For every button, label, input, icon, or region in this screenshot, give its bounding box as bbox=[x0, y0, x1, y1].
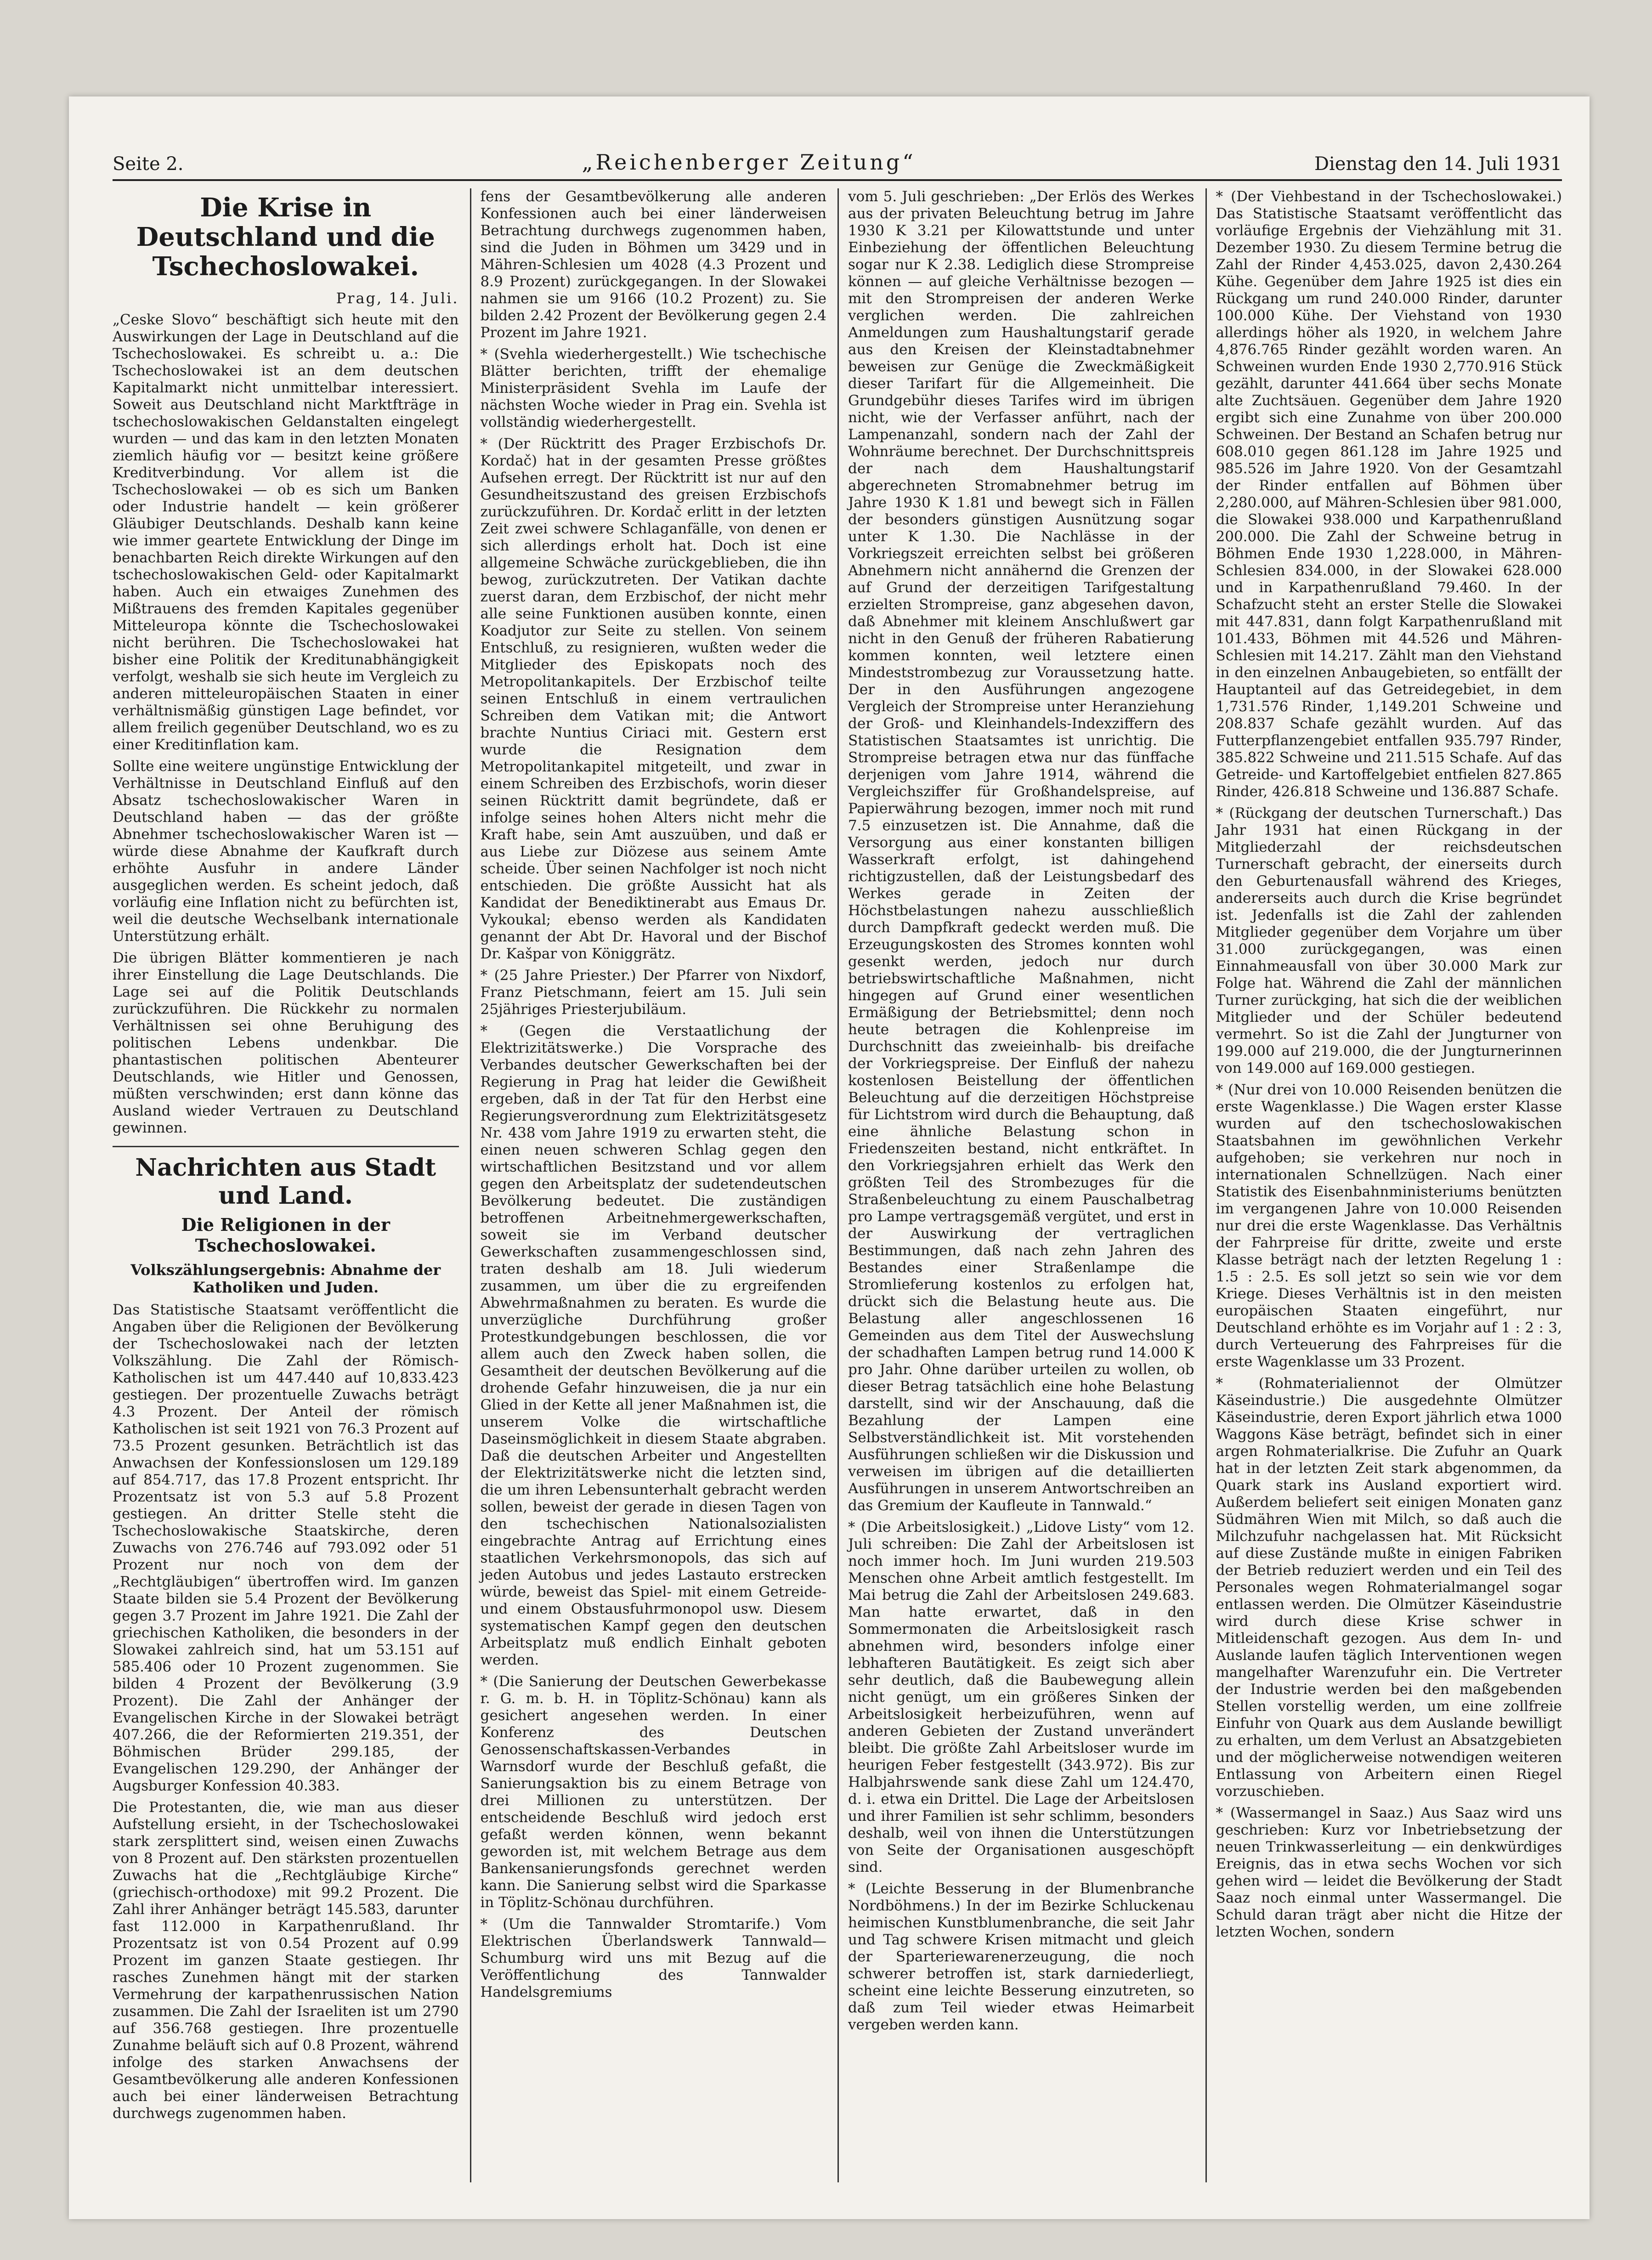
section-subtitle: Die Religionen in der Tschechoslowakei. bbox=[181, 1214, 390, 1256]
columns bbox=[113, 188, 1562, 2182]
section-kicker: Volkszählungsergebnis: Abnahme der Katholiken und Juden. bbox=[130, 1261, 441, 1296]
article-paragraph: Die übrigen Blätter kommentieren je nach ihrer Einstellung die Lage Deutschlands. Die Lage sei auf die Politik Deutschlands zurückzuführen. Die Rückkehr zu normalen Verhältnissen sei ohne Beruhigung des politischen Lebens undenkbar. Die phantastischen politischen Abenteurer Deutschlands, wie Hitler und Genossen, müßten verschwinden; erst dann könne das Ausland wieder Vertrauen zu Deutschland gewinnen. bbox=[113, 950, 459, 1136]
news-item: * (Rohmaterialiennot der Olmützer Käseindustrie.) Die ausgedehnte Olmützer Käseindustrie, deren Export jährlich etwa 1000 Waggons Käse beträgt, befindet sich in einer argen Rohmaterialkrise. Die Zufuhr an Quark hat in der letzten Zeit stark abgenommen, da Quark stark ins Ausland exportiert wird. Außerdem beliefert seit einigen Monaten ganz Südmähren Wien mit Milch, so daß auch die Milchzufuhr nachgelassen hat. Mit Rücksicht auf diese Zustände mußte in einigen Fabriken der Betrieb reduziert werden und ein Teil des Personales wegen Rohmaterialmangel sogar entlassen werden. Die Olmützer Käseindustrie wird durch diese Krise schwer in Mitleidenschaft gezogen. Aus dem In- und Auslande laufen täglich Interventionen wegen mangelhafter Warenzufuhr ein. Die Vertreter der Industrie werden bei den maßgebenden Stellen vorstellig werden, um eine zollfreie Einfuhr von Quark aus dem Auslande bewilligt zu erhalten, um dem Verlust an Absatzgebieten und der möglicherweise notwendigen weiteren Entlassung von Arbeitern einen Riegel vorzuschieben. bbox=[1216, 1375, 1562, 1800]
news-item: * (25 Jahre Priester.) Der Pfarrer von Nixdorf, Franz Pietschmann, feiert am 15. Juli sein 25jähriges Priesterjubiläum. bbox=[480, 967, 826, 1018]
news-item: * (Wassermangel in Saaz.) Aus Saaz wird uns geschrieben: Kurz vor Inbetriebsetzung der neuen Trinkwasserleitung — ein denkwürdiges Ereignis, das in etwa sechs Wochen vor sich gehen wird — leidet die Bevölkerung der Stadt Saaz noch einmal unter Wassermangel. Die Schuld daran trägt aber nicht die Hitze der letzten Wochen, sondern bbox=[1216, 1805, 1562, 1940]
column-1 bbox=[113, 188, 459, 2182]
article-paragraph: vom 5. Juli geschrieben: „Der Erlös des Werkes aus der privaten Beleuchtung betrug im Jahre 1930 K 3.21 per Kilowattstunde und unter Einbeziehung der öffentlichen Beleuchtung sogar nur K 2.38. Lediglich diese Strompreise können — auf gleiche Verhältnisse bezogen — mit den Strompreisen der anderen Werke verglichen werden. Die zahlreichen Anmeldungen zum Haushaltungstarif gerade aus den Kreisen der Kleinstadtabnehmer beweisen zur Genüge die Zweckmäßigkeit dieser Tarifart für die Allgemeinheit. Die Grundgebühr dieses Tarifes wird im übrigen nicht, wie der Verfasser anführt, nach der Lampenanzahl, sondern nach der Zahl der Wohnräume berechnet. Der Durchschnittspreis der nach dem Haushaltungstarif abgerechneten Stromabnehmer betrug im Jahre 1930 K 1.81 und bewegt sich in Fällen der besonders günstigen Ausnützung sogar unter K 1.30. Die Nachlässe in der Vorkriegszeit erreichten selbst bei größeren Abnehmern nicht annähernd die Grenzen der auf Grund der derzeitigen Tarifgestaltung erzielten Strompreise, ganz abgesehen davon, daß Abnehmer mit kleinem Anschlußwert gar nicht in den Genuß der früheren Rabatierung kommen konnten, weil letztere einen Mindeststrombezug zur Voraussetzung hatte. Der in den Ausführungen angezogene Vergleich der Strompreise unter Heranziehung der Groß- und Kleinhandels-Indexziffern des Statistischen Staatsamtes ist unrichtig. Die Strompreise betragen etwa nur das fünffache derjenigen vom Jahre 1914, während die Vergleichsziffer für Großhandelspreise, auf Papierwährung bezogen, immer noch mit rund 7.5 einzusetzen ist. Die Annahme, daß die Versorgung aus einer konstanten billigen Wasserkraft erfolgt, ist dahingehend richtigzustellen, daß der Leistungsbedarf des Werkes gerade in Zeiten der Höchstbelastungen nahezu ausschließlich durch Dampfkraft gedeckt werden muß. Die Erzeugungskosten des Stromes konnten wohl gesenkt werden, jedoch nur durch betriebswirtschaftliche Maßnahmen, nicht hingegen auf Grund einer wesentlichen Ermäßigung der Betriebsmittel; denn noch heute betragen die Kohlenpreise im Durchschnitt das zweieinhalb- bis dreifache der Vorkriegspreise. Der Einfluß der nahezu kostenlosen Beistellung der öffentlichen Beleuchtung auf die derzeitigen Höchstpreise für Lichtstrom wird durch die Behauptung, daß eine ähnliche Belastung schon in Friedenszeiten bestand, nicht entkräftet. In den Vorkriegsjahren erhielt das Werk den größten Teil des Strombezuges für die Straßenbeleuchtung zu einem Pauschalbetrag pro Lampe vertragsgemäß vergütet, und erst in der Auswirkung der vertraglichen Bestimmungen, daß nach zehn Jahren des Bestandes einer Straßenlampe die Stromlieferung kostenlos zu erfolgen hat, drückt sich die Belastung heute aus. Die Belastung aller angeschlossenen 16 Gemeinden aus dem Titel der Auswechslung der schadhaften Lampen betrug rund 14.000 K pro Jahr. Ohne darüber urteilen zu wollen, ob dieser Betrag tatsächlich eine hohe Belastung darstellt, sind wir der Anschauung, daß die Bezahlung der Lampen eine Selbstverständlichkeit ist. Mit vorstehenden Ausführungen schließen wir die Diskussion und verweisen im übrigen auf die detaillierten Ausführungen in unserem Antwortschreiben an das Gremium der Kaufleute in Tannwald.“ bbox=[848, 188, 1194, 1514]
column-3 bbox=[837, 188, 1194, 2182]
news-item: * (Die Sanierung der Deutschen Gewerbekasse r. G. m. b. H. in Töplitz-Schönau) kann als gesichert angesehen werden. In einer Konferenz des Deutschen Genossenschaftskassen-Verbandes in Warnsdorf wurde der Beschluß gefaßt, die Sanierungsaktion bis zu einem Betrage von drei Millionen zu unterstützen. Der entscheidende Beschluß wird jedoch erst gefaßt werden können, wenn bekannt geworden ist, mit welchem Betrage aus dem Bankensanierungsfonds gerechnet werden kann. Die Sanierung selbst wird die Sparkasse in Töplitz-Schönau durchführen. bbox=[480, 1673, 826, 1911]
newspaper-title: „Reichenberger Zeitung“ bbox=[582, 150, 916, 175]
news-item: * (Um die Tannwalder Stromtarife.) Vom Elektrischen Überlandswerk Tannwald—Schumburg wird uns mit Bezug auf die Veröffentlichung des Tannwalder Handelsgremiums bbox=[480, 1916, 826, 2000]
news-item: * (Nur drei von 10.000 Reisenden benützen die erste Wagenklasse.) Die Wagen erster Klasse wurden auf den tschechoslowakischen Staatsbahnen im gewöhnlichen Verkehr aufgehoben; sie verkehren nur noch in internationalen Schnellzügen. Nach einer Statistik des Eisenbahnministeriums benützten im vergangenen Jahre von 10.000 Reisenden nur drei die erste Wagenklasse. Das Verhältnis der Fahrpreise für dritte, zweite und erste Klasse beträgt nach der letzten Regelung 1 : 1.5 : 2.5. Es soll jetzt so sein wie vor dem Kriege. Dieses Verhältnis ist in den meisten europäischen Staaten eingeführt, nur Deutschland erhöhte es im Vorjahr auf 1 : 2 : 3, durch Verteuerung des Fahrpreises für die erste Wagenklasse um 33 Prozent. bbox=[1216, 1082, 1562, 1370]
section-title: Nachrichten aus Stadt und Land. bbox=[113, 1146, 459, 1210]
article-paragraph: Die Protestanten, die, wie man aus dieser Aufstellung ersieht, in der Tschechoslowakei stark zersplittert sind, weisen einen Zuwachs von 8 Prozent auf. Den stärksten prozentuellen Zuwachs hat die „Rechtgläubige Kirche“ (griechisch-orthodoxe) mit 99.2 Prozent. Die Zahl ihrer Anhänger beträgt 145.583, darunter fast 112.000 in Karpathenrußland. Ihr Prozentsatz ist von 0.54 Prozent auf 0.99 Prozent im ganzen Staate gestiegen. Ihr rasches Zunehmen hängt mit der starken Vermehrung der karpathenrussischen Nation zusammen. Die Zahl der Israeliten ist um 2790 auf 356.768 gestiegen. Ihre prozentuelle Zunahme beläuft sich auf 0.8 Prozent, während infolge des starken Anwachsens der Gesamtbevölkerung alle anderen Konfessionen auch bei einer länderweisen Betrachtung durchwegs zugenommen haben. bbox=[113, 1799, 459, 2122]
page-number: Seite 2. bbox=[113, 153, 184, 175]
news-item: * (Der Viehbestand in der Tschechoslowakei.) Das Statistische Staatsamt veröffentlicht das vorläufige Ergebnis der Viehzählung mit 31. Dezember 1930. Zu diesem Termine betrug die Zahl der Rinder 4,453.025, davon 2,430.264 Kühe. Gegenüber dem Jahre 1925 ist dies ein Rückgang um rund 240.000 Rinder, darunter 100.000 Kühe. Der Viehstand von 1930 allerdings höher als 1920, in welchem Jahre 4,876.765 Rinder gezählt worden waren. An Schweinen wurden Ende 1930 2,770.916 Stück gezählt, darunter 441.664 über sechs Monate alte Zuchtsäuen. Gegenüber dem Jahre 1920 ergibt sich eine Zunahme von über 200.000 Schweinen. Der Bestand an Schafen betrug nur 608.010 gegen 861.128 im Jahre 1925 und 985.526 im Jahre 1920. Von der Gesamtzahl der Rinder entfallen auf Böhmen über 2,280.000, auf Mähren-Schlesien über 981.000, die Slowakei 938.000 und Karpathenrußland 200.000. Die Zahl der Schweine betrug in Böhmen Ende 1930 1,228.000, in Mähren-Schlesien 834.000, in der Slowakei 628.000 und in Karpathenrußland 79.460. In der Schafzucht steht an erster Stelle die Slowakei mit 447.831, dann folgt Karpathenrußland mit 101.433, Böhmen mit 44.526 und Mähren-Schlesien mit 14.217. Zählt man den Viehstand in den einzelnen Anbaugebieten, so entfällt der Hauptanteil auf das Getreidegebiet, in dem 1,731.576 Rinder, 1,149.201 Schweine und 208.837 Schafe gezählt wurden. Auf das Futterpflanzengebiet entfallen 935.797 Rinder, 385.822 Schweine und 211.515 Schafe. Auf das Getreide- und Kartoffelgebiet entfielen 827.865 Rinder, 426.818 Schweine und 136.887 Schafe. bbox=[1216, 188, 1562, 800]
article-paragraph: Das Statistische Staatsamt veröffentlicht die Angaben über die Religionen der Bevölkerung der Tschechoslowakei nach der letzten Volkszählung. Die Zahl der Römisch-Katholischen ist um 447.440 auf 10,833.423 gestiegen. Der prozentuelle Zuwachs beträgt 4.3 Prozent. Der Anteil der römisch Katholischen ist seit 1921 von 76.3 Prozent auf 73.5 Prozent gesunken. Beträchtlich ist das Anwachsen der Konfessionslosen um 129.189 auf 854.717, das 17.8 Prozent entspricht. Ihr Prozentsatz ist von 5.3 auf 5.8 Prozent gestiegen. An dritter Stelle steht die Tschechoslowakische Staatskirche, deren Zuwachs von 276.746 auf 793.092 oder 51 Prozent nur noch von dem der „Rechtgläubigen“ übertroffen wird. Im ganzen Staate bilden sie 5.4 Prozent der Bevölkerung gegen 3.7 Prozent im Jahre 1921. Die Zahl der griechischen Katholiken, die besonders in der Slowakei zahlreich sind, hat um 53.151 auf 585.406 oder 10 Prozent zugenommen. Sie bilden 4 Prozent der Bevölkerung (3.9 Prozent). Die Zahl der Anhänger der Evangelischen Kirche in der Slowakei beträgt 407.266, die der Reformierten 219.351, der Böhmischen Brüder 299.185, der Evangelischen 129.290, der Anhänger der Augsburger Konfession 40.383. bbox=[113, 1302, 459, 1794]
newspaper-page bbox=[69, 96, 1590, 2219]
news-item: * (Svehla wiederhergestellt.) Wie tschechische Blätter berichten, trifft der ehemalige Ministerpräsident Svehla im Laufe der nächsten Woche wieder in Prag ein. Svehla ist vollständig wiederhergestellt. bbox=[480, 346, 826, 430]
column-4 bbox=[1205, 188, 1562, 2182]
page-header bbox=[113, 138, 1562, 181]
news-item: * (Gegen die Verstaatlichung der Elektrizitätswerke.) Die Vorsprache des Verbandes deutscher Gewerkschaften bei der Regierung in Prag hat leider die Gewißheit ergeben, daß in der Tat für den Herbst eine Regierungsverordnung zum Elektrizitätsgesetz Nr. 438 vom Jahre 1919 zu erwarten steht, die einen neuen schweren Schlag gegen den wirtschaftlichen Besitzstand und vor allem gegen den Arbeitsplatz der sudetendeutschen Bevölkerung bedeutet. Die zuständigen betroffenen Arbeitnehmergewerkschaften, soweit sie im Verband deutscher Gewerkschaften zusammengeschlossen sind, traten deshalb am 18. Juli wiederum zusammen, um über die zu ergreifenden Abwehrmaßnahmen zu beraten. Es wurde die unverzügliche Durchführung großer Protestkundgebungen beschlossen, die vor allem auch den Zweck haben sollen, die Gesamtheit der deutschen Bevölkerung auf die drohende Gefahr hinzuweisen, die ja nur ein Glied in der Kette all jener Maßnahmen ist, die unserem Volke die wirtschaftliche Daseinsmöglichkeit in diesem Staate abgraben. Daß die deutschen Arbeiter und Angestellten der Elektrizitätswerke nicht die letzten sind, die um ihren Lebensunterhalt gebracht werden sollen, beweist der gerade in diesen Tagen von den tschechischen Nationalsozialisten eingebrachte Antrag auf Errichtung eines staatlichen Verkehrsmonopols, das sich auf jeden Autobus und jedes Lastauto erstrecken würde, beweist das Spiel- mit einem Getreide- und einem Obstausfuhrmonopol usw. Diesem systematischen Kampf gegen den deutschen Arbeitsplatz muß endlich Einhalt geboten werden. bbox=[480, 1023, 826, 1668]
news-item: * (Der Rücktritt des Prager Erzbischofs Dr. Kordač) hat in der gesamten Presse größtes Aufsehen erregt. Der Rücktritt ist nur auf den Gesundheitszustand des greisen Erzbischofs zurückzuführen. Dr. Kordač erlitt in der letzten Zeit zwei schwere Schlaganfälle, von denen er sich allerdings erholt hat. Doch ist eine allgemeine Schwäche zurückgeblieben, die ihn bewog, zurückzutreten. Der Vatikan dachte zuerst daran, dem Erzbischof, der nicht mehr alle seine Funktionen ausüben konnte, einen Koadjutor zur Seite zu stellen. Von seinem Entschluß, zu resignieren, wußten weder die Mitglieder des Episkopats noch des Metropolitankapitels. Der Erzbischof teilte seinen Entschluß in einem vertraulichen Schreiben dem Vatikan mit; die Antwort brachte Nuntius Ciriaci mit. Gestern erst wurde die Resignation dem Metropolitankapitel mitgeteilt, und zwar in einem Schreiben des Erzbischofs, worin dieser seinen Rücktritt damit begründete, daß er infolge seines hohen Alters nicht mehr die Kraft habe, sein Amt auszuüben, und daß er aus Liebe zur Diözese aus seinem Amte scheide. Über seinen Nachfolger ist noch nicht entschieden. Die größte Aussicht hat als Kandidat der Benediktinerabt aus Emaus Dr. Vykoukal; ebenso werden als Kandidaten genannt der Abt Dr. Havoral und der Bischof Dr. Kašpar von Königgrätz. bbox=[480, 436, 826, 962]
issue-date: Dienstag den 14. Juli 1931 bbox=[1314, 153, 1562, 175]
article-paragraph: fens der Gesamtbevölkerung alle anderen Konfessionen auch bei einer länderweisen Betrachtung durchwegs zugenommen haben, sind die Juden in Böhmen um 3429 und in Mähren-Schlesien um 4028 (4.3 Prozent und 8.9 Prozent) zurückgegangen. In der Slowakei nahmen sie um 9166 (10.2 Prozent) zu. Sie bilden 2.42 Prozent der Bevölkerung gegen 2.4 Prozent im Jahre 1921. bbox=[480, 188, 826, 341]
article-paragraph: Sollte eine weitere ungünstige Entwicklung der Verhältnisse in Deutschland Einfluß auf den Absatz tschechoslowakischer Waren in Deutschland haben — das der größte Abnehmer tschechoslowakischer Waren ist — würde diese Abnahme der Kaufkraft durch erhöhte Ausfuhr in andere Länder ausgeglichen werden. Es scheint jedoch, daß vorläufig eine Inflation nicht zu befürchten ist, weil die deutsche Wechselbank internationale Unterstützung erhält. bbox=[113, 758, 459, 945]
article-paragraph: „Ceske Slovo“ beschäftigt sich heute mit den Auswirkungen der Lage in Deutschland auf die Tschechoslowakei. Es schreibt u. a.: Die Tschechoslowakei ist an dem deutschen Kapitalmarkt nicht unmittelbar interessiert. Soweit aus Deutschland nicht Marktfträge in tschechoslowakischen Geldanstalten eingelegt wurden — und das kam in den letzten Monaten ziemlich häufig vor — besitzt keine größere Kreditverbindung. Vor allem ist die Tschechoslowakei — ob es sich um Banken oder Industrie handelt — kein größerer Gläubiger Deutschlands. Deshalb kann keine wie immer geartete Entwicklung der Dinge im benachbarten Reich direkte Wirkungen auf den tschechoslowakischen Geld- oder Kapitalmarkt haben. Auch ein etwaiges Zunehmen des Mißtrauens des fremden Kapitales gegenüber Mitteleuropa könnte die Tschechoslowakei nicht berühren. Die Tschechoslowakei hat bisher eine Politik der Kreditunabhängigkeit verfolgt, weshalb sie sich heute im Vergleich zu anderen mitteleuropäischen Staaten in einer verhältnismäßig günstigen Lage befindet, vor allem freilich gegenüber Deutschland, wo es zu einer Kreditinflation kam. bbox=[113, 312, 459, 753]
article-title: Die Krise in Deutschland und die Tschechoslowakei. bbox=[136, 193, 435, 282]
news-item: * (Die Arbeitslosigkeit.) „Lidove Listy“ vom 12. Juli schreiben: Die Zahl der Arbeitslosen ist noch immer hoch. Im Juni wurden 219.503 Menschen ohne Arbeit amtlich festgestellt. Im Mai betrug die Zahl der Arbeitslosen 249.683. Man hatte erwartet, daß in den Sommermonaten die Arbeitslosigkeit rasch abnehmen wird, besonders infolge einer lebhafteren Bautätigkeit. Es zeigt sich aber sehr deutlich, daß die Baubewegung allein nicht genügt, um ein größeres Sinken der Arbeitslosigkeit herbeizuführen, wenn auf anderen Gebieten der Zustand unverändert bleibt. Die größte Zahl Arbeitsloser wurde im heurigen Feber festgestellt (343.972). Bis zur Halbjahrswende sank diese Zahl um 124.470, d. i. etwa ein Drittel. Die Lage der Arbeitslosen und ihrer Familien ist sehr schlimm, besonders deshalb, weil von ihnen die Unterstützungen von Seite der Organisationen ausgeschöpft sind. bbox=[848, 1519, 1194, 1875]
dateline: Prag, 14. Juli. bbox=[336, 289, 459, 307]
news-item: * (Leichte Besserung in der Blumenbranche Nordböhmens.) In der im Bezirke Schluckenau heimischen Kunstblumenbranche, die seit Jahr und Tag schwere Krisen mitmacht und gleich der Sparteriewarenerzeugung, die noch schwerer betroffen ist, stark darniederliegt, scheint eine leichte Besserung einzutreten, so daß zum Teil wieder etwas Heimarbeit vergeben werden kann. bbox=[848, 1881, 1194, 2033]
news-item: * (Rückgang der deutschen Turnerschaft.) Das Jahr 1931 hat einen Rückgang in der Mitgliederzahl der reichsdeutschen Turnerschaft gebracht, der einerseits durch den Geburtenausfall während des Krieges, andererseits auch durch die Krise begründet ist. Jedenfalls ist die Zahl der zahlenden Mitglieder gegenüber dem Vorjahre um über 31.000 zurückgegangen, was einen Einnahmeausfall von über 30.000 Mark zur Folge hat. Während die Zahl der männlichen Turner zurückging, hat sich die der weiblichen Mitglieder und der Schüler bedeutend vermehrt. So ist die Zahl der Jungturner von 199.000 auf 219.000, die der Jungturnerinnen von 149.000 auf 169.000 gestiegen. bbox=[1216, 805, 1562, 1076]
column-2 bbox=[470, 188, 827, 2182]
